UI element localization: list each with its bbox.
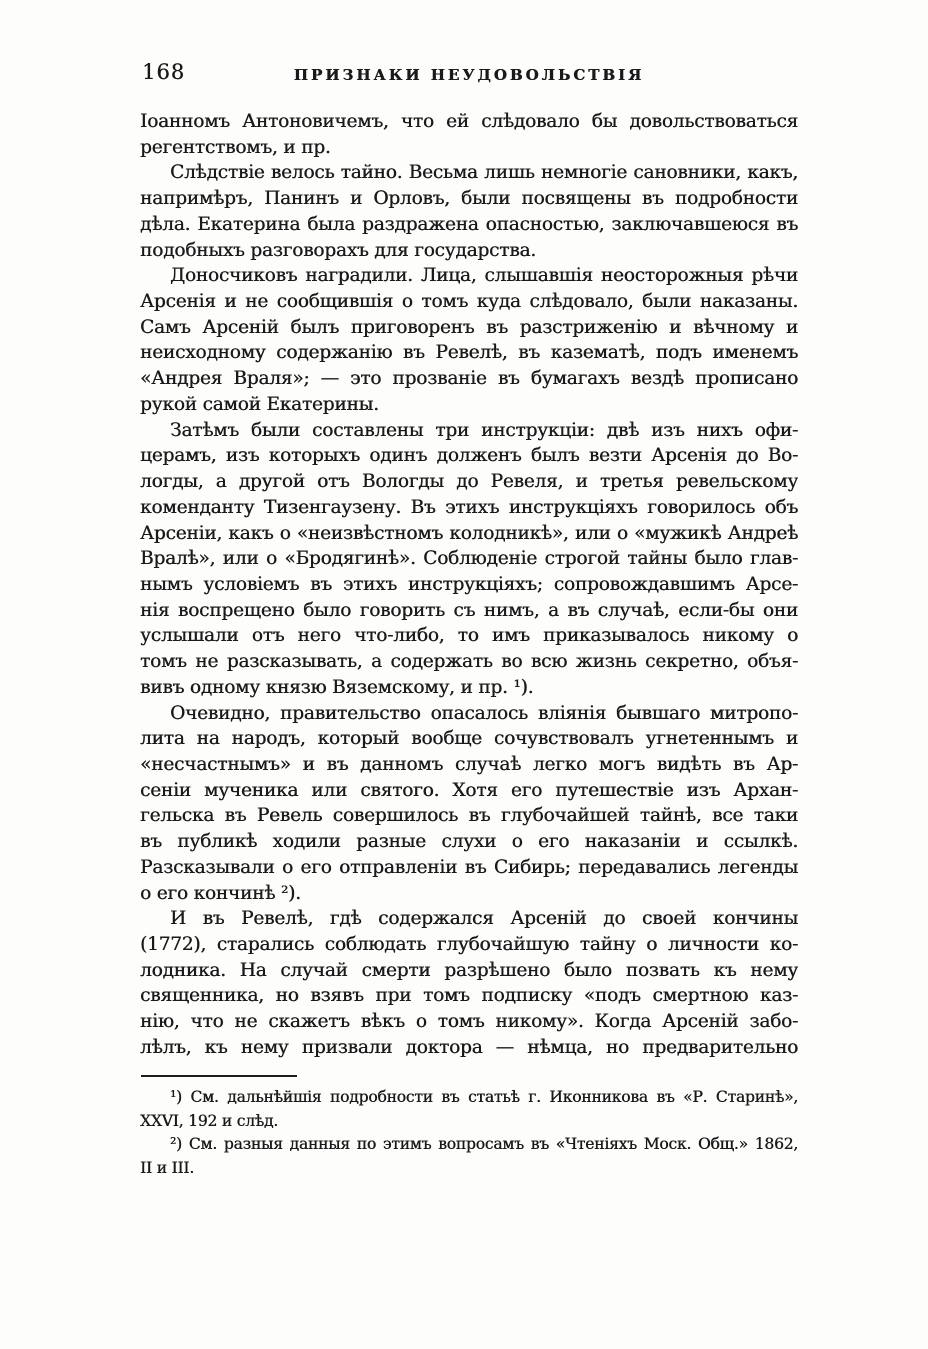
text-line: регентствомъ, и пр. — [140, 136, 331, 158]
text-line: коменданту Тизенгаузену. Въ этихъ инструкціяхъ говорилось объ — [140, 496, 798, 518]
text-line: логды, а другой отъ Вологды до Ревеля, и третья ревельскому — [140, 471, 798, 493]
footnote-line: II и III. — [140, 1158, 194, 1177]
footnote-separator — [141, 1075, 297, 1077]
footnotes — [140, 1086, 798, 1180]
text-line: томъ не разсказывать, а содержать во всю жизнь секретно, объя- — [140, 651, 798, 673]
text-line: церамъ, изъ которыхъ одинъ долженъ былъ везти Арсенія до Во- — [140, 445, 798, 467]
footnote-line: XXVI, 192 и слѣд. — [140, 1111, 278, 1130]
text-line: Вралѣ», или о «Бродягинѣ». Соблюденіе строгой тайны было глав- — [140, 548, 798, 570]
text-line: Арсеніи, какъ о «неизвѣстномъ колодникѣ», или о «мужикѣ Андреѣ — [140, 522, 798, 544]
text-line: И въ Ревелѣ, гдѣ содержался Арсеній до своей кончины — [170, 908, 798, 930]
text-line: священника, но взявъ при томъ подписку «подъ смертною каз- — [140, 985, 798, 1007]
text-line: неисходному содержанію въ Ревелѣ, въ казематѣ, подъ именемъ — [140, 342, 798, 364]
text-line: гельска въ Ревель совершилось въ глубочайшей тайнѣ, все таки — [140, 805, 798, 827]
text-line: (1772), старались соблюдать глубочайшую тайну о личности ко- — [140, 934, 798, 955]
text-line: лита на народъ, который вообще сочувствовалъ угнетеннымъ и — [140, 728, 798, 750]
text-line: Разсказывали о его отправленіи въ Сибирь; передавались легенды — [140, 856, 798, 878]
text-line: нія воспрещено было говорить съ нимъ, а въ случаѣ, если-бы они — [140, 599, 798, 621]
text-line: «несчастнымъ» и въ данномъ случаѣ легко могъ видѣть въ Ар- — [140, 753, 798, 775]
text-line: нымъ условіемъ въ этихъ инструкціяхъ; сопровождавшимъ Арсе- — [140, 573, 798, 595]
running-head: ПРИЗНАКИ НЕУДОВОЛЬСТВІЯ — [293, 66, 645, 84]
text-line: напримѣръ, Панинъ и Орловъ, были посвящены въ подробности — [140, 188, 798, 210]
body-text — [140, 109, 798, 1061]
text-line: вивъ одному князю Вяземскому, и пр. ¹). — [140, 676, 534, 698]
text-line: сеніи мученика или святого. Хотя его путешествіе изъ Архан- — [140, 779, 798, 801]
text-line: «Андрея Враля»; — это прозваніе въ бумагахъ вездѣ прописано — [140, 368, 798, 390]
text-line: Доносчиковъ наградили. Лица, слышавшія неосторожныя рѣчи — [170, 265, 798, 287]
text-line: въ публикѣ ходили разные слухи о его наказаніи и ссылкѣ. — [140, 831, 798, 853]
text-line: Іоанномъ Антоновичемъ, что ей слѣдовало бы довольствоваться — [140, 111, 798, 132]
text-line: Самъ Арсеній былъ приговоренъ въ разстриженію и вѣчному и — [140, 316, 798, 338]
text-line: услышали отъ него что-либо, то имъ приказывалось никому о — [140, 625, 798, 647]
text-line: Слѣдствіе велось тайно. Весьма лишь немногіе сановники, какъ, — [170, 162, 798, 184]
text-line: Очевидно, правительство опасалось вліянія бывшаго митропо- — [170, 702, 798, 724]
text-line: рукой самой Екатерины. — [140, 393, 379, 415]
text-line: о его кончинѣ ²). — [140, 882, 301, 904]
text-line: Затѣмъ были составлены три инструкціи: двѣ изъ нихъ офи- — [170, 419, 798, 441]
page-number: 168 — [142, 60, 186, 84]
text-line: Арсенія и не сообщившія о томъ куда слѣдовало, были наказаны. — [140, 291, 798, 313]
footnote-line: ²) См. разныя данныя по этимъ вопросамъ въ «Чтеніяхъ Моск. Общ.» 1862, — [170, 1135, 798, 1153]
footnote-line: ¹) См. дальнѣйшія подробности въ статьѣ г. Иконникова въ «Р. Старинѣ», — [170, 1088, 798, 1106]
text-line: нію, что не скажетъ вѣкъ о томъ никому». Когда Арсеній забо- — [140, 1011, 798, 1033]
text-line: подобныхъ разговорахъ для государства. — [140, 239, 536, 261]
text-line: лѣлъ, къ нему призвали доктора — нѣмца, но предварительно — [140, 1036, 798, 1058]
text-line: дѣла. Екатерина была раздражена опасностью, заключавшеюся въ — [140, 213, 798, 235]
text-line: лодника. На случай смерти разрѣшено было позвать къ нему — [140, 959, 798, 981]
